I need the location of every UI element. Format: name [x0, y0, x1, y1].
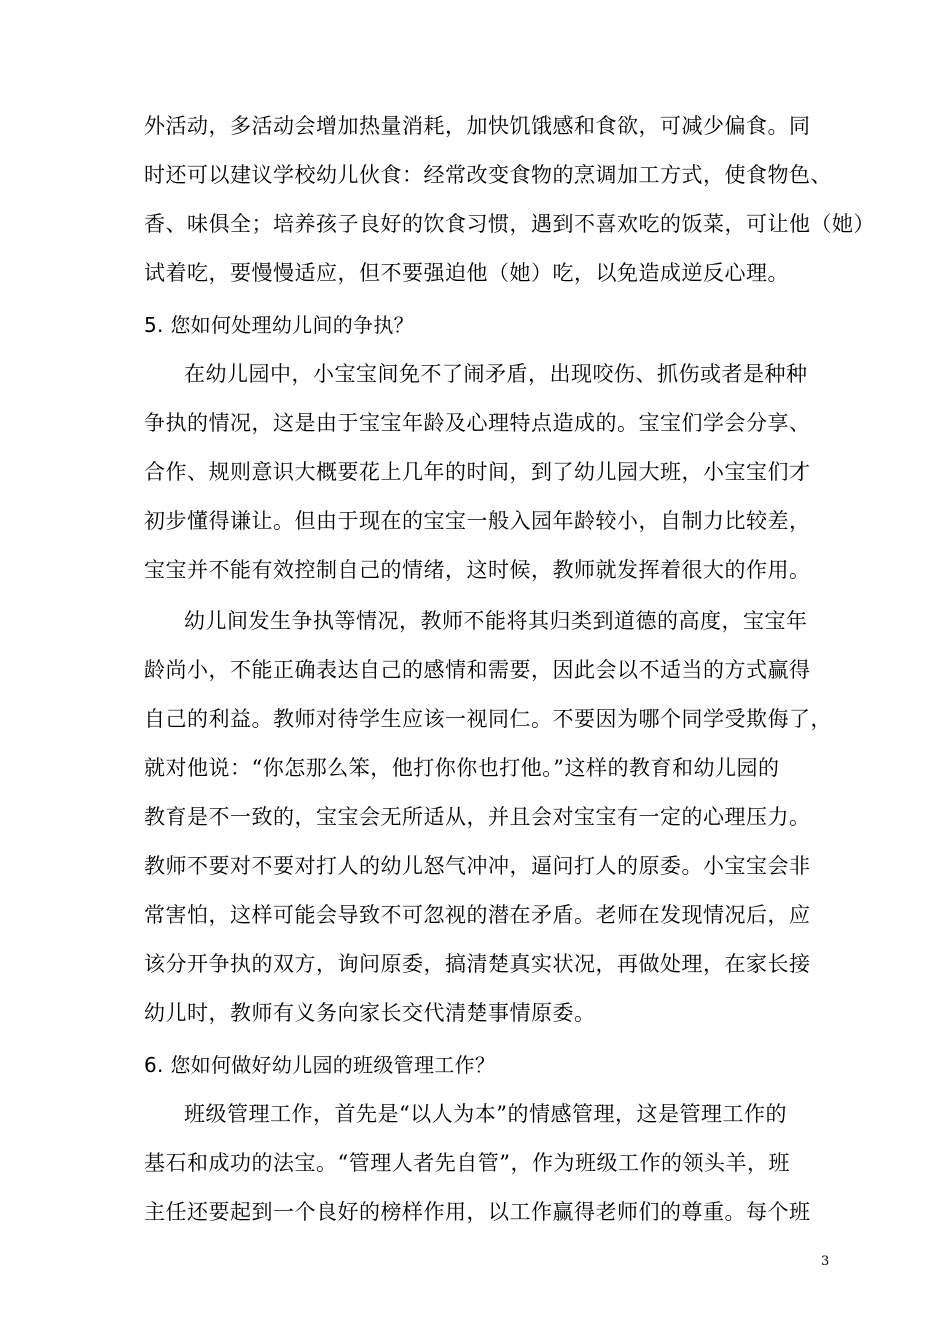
- body-text-line: 就对他说：“你怎那么笨，他打你你也打他。”这样的教育和幼儿园的: [144, 756, 780, 780]
- body-text-line: 自己的利益。教师对待学生应该一视同仁。不要因为哪个同学受欺侮了，: [144, 707, 832, 731]
- page-number: 3: [821, 1254, 830, 1269]
- body-text-line: 龄尚小，不能正确表达自己的感情和需要，因此会以不适当的方式赢得: [144, 658, 811, 682]
- body-text-line: 宝宝并不能有效控制自己的情绪，这时候，教师就发挥着很大的作用。: [144, 558, 811, 582]
- section-heading-6: 6. 您如何做好幼儿园的班级管理工作？: [144, 1053, 496, 1077]
- body-text-line: 常害怕，这样可能会导致不可忽视的潜在矛盾。老师在发现情况后，应: [144, 903, 811, 927]
- body-text-line: 争执的情况，这是由于宝宝年龄及心理特点造成的。宝宝们学会分享、: [144, 411, 811, 435]
- body-text-line: 主任还要起到一个良好的榜样作用，以工作赢得老师们的尊重。每个班: [144, 1200, 811, 1224]
- body-text-line: 时还可以建议学校幼儿伙食：经常改变食物的烹调加工方式，使食物色、: [144, 163, 832, 187]
- body-text-line: 试着吃，要慢慢适应，但不要强迫他（她）吃，以免造成逆反心理。: [144, 261, 789, 285]
- body-text-line: 香、味俱全；培养孩子良好的饮食习惯，遇到不喜欢吃的饭菜，可让他（她）: [144, 212, 875, 236]
- body-text-line: 外活动，多活动会增加热量消耗，加快饥饿感和食欲，可减少偏食。同: [144, 114, 811, 138]
- body-text-line: 基石和成功的法宝。“管理人者先自管”，作为班级工作的领头羊，班: [144, 1151, 790, 1175]
- body-text-line: 幼儿时，教师有义务向家长交代清楚事情原委。: [144, 1001, 596, 1025]
- body-text-line: 合作、规则意识大概要花上几年的时间，到了幼儿园大班，小宝宝们才: [144, 460, 811, 484]
- paragraph-first-line: 幼儿间发生争执等情况，教师不能将其归类到道德的高度，宝宝年: [184, 609, 808, 633]
- body-text-line: 初步懂得谦让。但由于现在的宝宝一般入园年龄较小，自制力比较差，: [144, 509, 811, 533]
- paragraph-first-line: 在幼儿园中，小宝宝间免不了闹矛盾，出现咬伤、抓伤或者是种种: [184, 362, 808, 386]
- body-text-line: 教师不要对不要对打人的幼儿怒气冲冲，逼问打人的原委。小宝宝会非: [144, 854, 811, 878]
- paragraph-first-line: 班级管理工作，首先是“以人为本”的情感管理，这是管理工作的: [184, 1102, 787, 1126]
- section-heading-5: 5. 您如何处理幼儿间的争执？: [144, 313, 414, 337]
- body-text-line: 该分开争执的双方，询问原委，搞清楚真实状况，再做处理，在家长接: [144, 952, 811, 976]
- body-text-line: 教育是不一致的，宝宝会无所适从，并且会对宝宝有一定的心理压力。: [144, 805, 811, 829]
